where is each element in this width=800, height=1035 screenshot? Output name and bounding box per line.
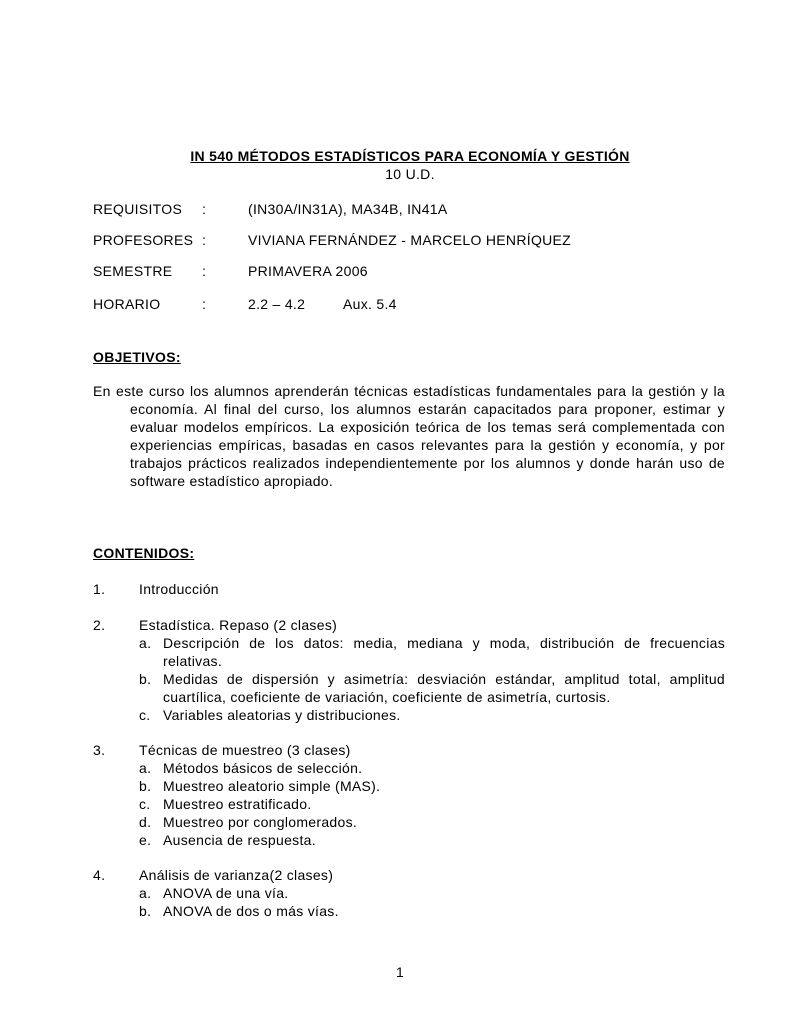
meta-value: VIVIANA FERNÁNDEZ - MARCELO HENRÍQUEZ xyxy=(248,232,572,248)
meta-colon: : xyxy=(202,232,207,248)
sub-text: Medidas de dispersión y asimetría: desviación estándar, amplitud total, amplitud cuartílica, coeficiente de variación, coeficiente de asimetría, curtosis. xyxy=(163,671,725,705)
meta-value: (IN30A/IN31A), MA34B, IN41A xyxy=(248,201,448,217)
sub-text: Muestreo estratificado. xyxy=(163,796,312,812)
sub-text: Muestreo por conglomerados. xyxy=(163,814,358,830)
sub-letter: b. xyxy=(139,778,152,794)
item-title: Introducción xyxy=(139,581,219,597)
sub-list xyxy=(139,884,725,920)
sub-letter: b. xyxy=(139,903,152,919)
sub-letter: a. xyxy=(139,885,152,901)
objectives-paragraph: En este curso los alumnos aprenderán técnicas estadísticas fundamentales para la gestión y la economía. Al final del curso, los alumnos estarán capacitados para proponer, estimar y evaluar modelos empíricos. La exposición teórica de los temas será complementada con experiencias empíricas, basadas en casos relevantes para la gestión y economía, y por trabajos prácticos realizados independientemente por los alumnos y donde harán uso de software estadístico apropiado. xyxy=(93,383,725,489)
sub-letter: a. xyxy=(139,760,152,776)
meta-label: SEMESTRE xyxy=(93,263,173,279)
sub-item xyxy=(139,634,725,670)
sub-item xyxy=(139,759,725,777)
item-number: 4. xyxy=(93,867,106,883)
sub-item xyxy=(139,813,725,831)
sub-item xyxy=(139,884,725,902)
sub-item xyxy=(139,706,725,724)
sub-item xyxy=(139,670,725,706)
sub-text: ANOVA de dos o más vías. xyxy=(163,903,339,919)
course-units: 10 U.D. xyxy=(385,166,435,182)
sub-letter: a. xyxy=(139,635,152,651)
meta-label: PROFESORES xyxy=(93,232,194,248)
meta-value: PRIMAVERA 2006 xyxy=(248,263,368,279)
item-number: 2. xyxy=(93,617,106,633)
meta-extra: Aux. 5.4 xyxy=(343,296,397,312)
sub-letter: d. xyxy=(139,814,152,830)
sub-list xyxy=(139,759,725,849)
sub-list xyxy=(139,634,725,724)
item-title: Técnicas de muestreo (3 clases) xyxy=(139,742,351,758)
sub-text: Métodos básicos de selección. xyxy=(163,760,363,776)
meta-label: HORARIO xyxy=(93,296,161,312)
item-title: Estadística. Repaso (2 clases) xyxy=(139,617,338,633)
objectives-heading: OBJETIVOS: xyxy=(93,349,181,365)
sub-letter: e. xyxy=(139,832,152,848)
meta-colon: : xyxy=(202,201,207,217)
sub-text: Muestreo aleatorio simple (MAS). xyxy=(163,778,381,794)
sub-item xyxy=(139,795,725,813)
item-number: 1. xyxy=(93,581,106,597)
sub-item xyxy=(139,902,725,920)
sub-letter: c. xyxy=(139,796,151,812)
sub-text: Variables aleatorias y distribuciones. xyxy=(163,707,401,723)
item-title: Análisis de varianza(2 clases) xyxy=(139,867,334,883)
item-number: 3. xyxy=(93,742,106,758)
meta-colon: : xyxy=(202,263,207,279)
sub-letter: c. xyxy=(139,707,151,723)
sub-text: Descripción de los datos: media, mediana y moda, distribución de frecuencias relativas. xyxy=(163,635,725,669)
meta-label: REQUISITOS xyxy=(93,201,183,217)
meta-colon: : xyxy=(202,296,207,312)
contents-heading: CONTENIDOS: xyxy=(93,545,195,561)
course-title: IN 540 MÉTODOS ESTADÍSTICOS PARA ECONOMÍA Y GESTIÓN xyxy=(190,148,630,164)
sub-item xyxy=(139,831,725,849)
sub-item xyxy=(139,777,725,795)
page-number: 1 xyxy=(395,964,405,980)
sub-letter: b. xyxy=(139,671,152,687)
sub-text: Ausencia de respuesta. xyxy=(163,832,316,848)
sub-text: ANOVA de una vía. xyxy=(163,885,289,901)
meta-value: 2.2 – 4.2 xyxy=(248,296,306,312)
